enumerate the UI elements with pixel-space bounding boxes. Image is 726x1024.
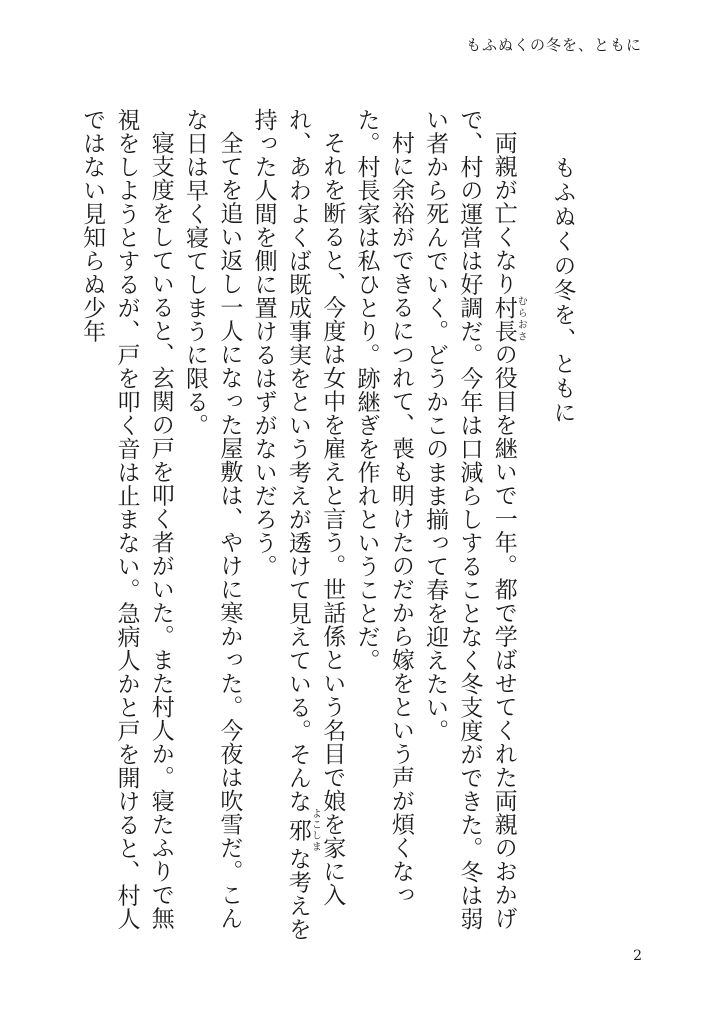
paragraph bbox=[246, 108, 349, 948]
story-title: もふぬくの冬を、ともに bbox=[550, 156, 576, 426]
ruby-base: 邪 bbox=[284, 808, 311, 852]
ruby-base: 村長 bbox=[490, 295, 517, 343]
paragraph: 村に余裕ができるにつれて、喪も明けたのだから嫁をという声が煩くなった。村長家は私ひとり。跡継ぎを作れということだ。 bbox=[353, 108, 414, 907]
ruby-annotation bbox=[490, 295, 527, 343]
ruby-reading: よこしま bbox=[309, 808, 321, 852]
text-run: それを断ると、今度は女中を雇えと言う。世話係という名目で娘を家に入れ、あわよくば既成事実をという考えが透けて見えている。そんな bbox=[284, 108, 346, 907]
text-run: な考えを持った人間を側に置けるはずがないだろう。 bbox=[250, 108, 311, 941]
paragraph bbox=[418, 108, 526, 948]
text-run: の役目を継いで一年。都で学ばせてくれた両親のおかげで、村の運営は好調だ。今年は口減らしすることなく冬支度ができた。冬は弱い者から死んでいく。どうかこのまま揃って春を迎えたい。 bbox=[422, 108, 517, 931]
paragraph: 寝支度をしていると、玄関の戸を叩く者がいた。また村人か。寝たふりで無視をしようとするが、戸を叩く音は止まない。急病人かと戸を開けると、村人ではない見知らぬ少年 bbox=[79, 108, 174, 931]
running-header: もふぬくの冬を、ともに bbox=[465, 36, 642, 54]
ruby-reading: むらおさ bbox=[515, 295, 527, 343]
ruby-annotation bbox=[284, 808, 321, 852]
text-run: 両親が亡くなり bbox=[490, 131, 517, 296]
page-number: 2 bbox=[633, 948, 642, 964]
paragraph: 全てを追い返し一人になった屋敷は、やけに寒かった。今夜は吹雪だ。こんな日は早く寝てしまうに限る。 bbox=[182, 108, 243, 930]
vertical-text-body bbox=[79, 108, 580, 948]
